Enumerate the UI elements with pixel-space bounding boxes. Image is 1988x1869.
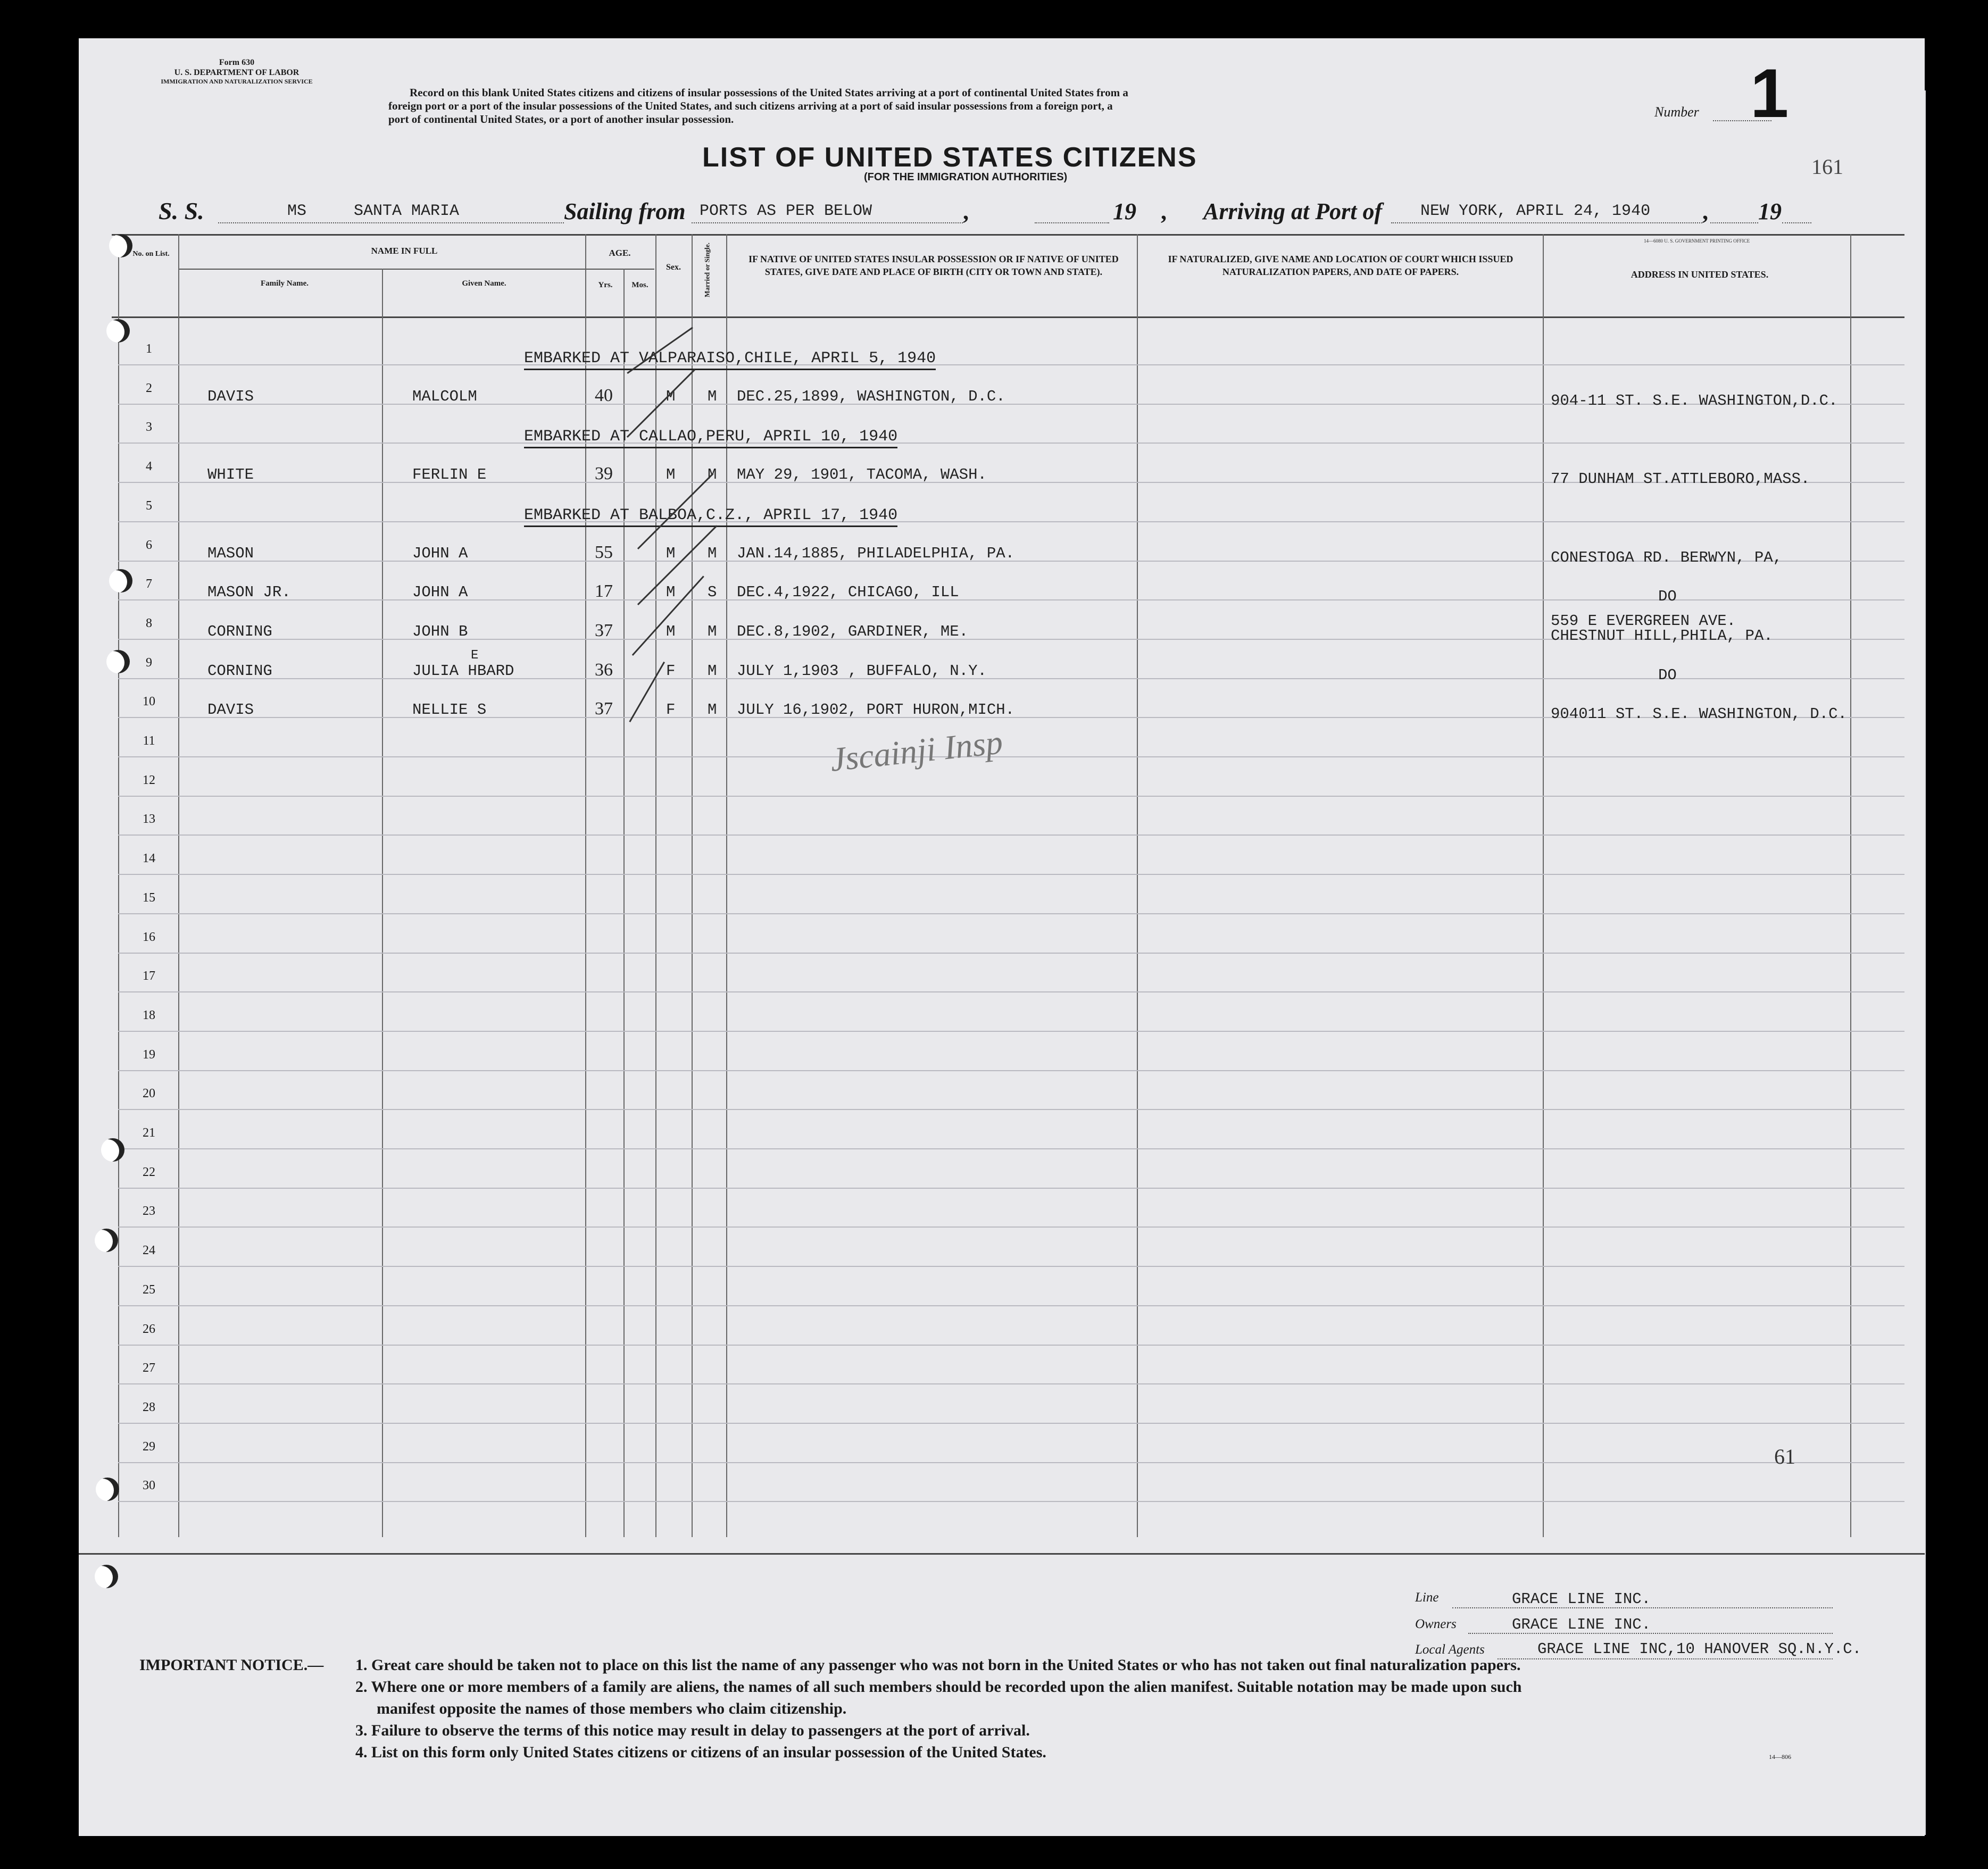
row-number: 19 bbox=[143, 1047, 155, 1062]
arriving-line bbox=[1391, 222, 1702, 223]
given-name-cell: FERLIN E bbox=[412, 466, 487, 484]
row-number: 9 bbox=[146, 655, 152, 670]
family-name-cell: CORNING bbox=[207, 662, 272, 680]
notice-label: IMPORTANT NOTICE.— bbox=[139, 1656, 324, 1674]
header-age: AGE. bbox=[609, 248, 631, 258]
record-line-1: Record on this blank United States citizens and citizens of insular possessions of the United States arriving at a port of continental United States from a bbox=[410, 86, 1128, 99]
address-cell: DO bbox=[1658, 588, 1677, 606]
sex-cell: M bbox=[666, 544, 676, 562]
ship-line bbox=[218, 222, 564, 223]
header-mos: Mos. bbox=[631, 281, 648, 289]
form-header bbox=[149, 57, 325, 86]
row-rule bbox=[118, 1266, 1904, 1267]
row-rule bbox=[118, 521, 1904, 522]
sailing-label: Sailing from bbox=[564, 198, 686, 224]
punch-hole bbox=[95, 1565, 118, 1588]
birth-cell: DEC.25,1899, WASHINGTON, D.C. bbox=[737, 387, 1005, 405]
family-name-cell: WHITE bbox=[207, 466, 254, 484]
sex-cell: M bbox=[666, 583, 676, 602]
given-name-cell: JOHN B bbox=[412, 622, 468, 640]
sex-cell: M bbox=[666, 466, 676, 484]
address-cell: 559 E EVERGREEN AVE. bbox=[1551, 612, 1736, 630]
birth-cell: JULY 1,1903 , BUFFALO, N.Y. bbox=[737, 662, 987, 680]
age-cell: 17 bbox=[595, 581, 613, 602]
line-value: GRACE LINE INC. bbox=[1512, 1590, 1651, 1608]
header-family-name: Family Name. bbox=[261, 279, 309, 288]
ship-name: SANTA MARIA bbox=[354, 202, 460, 220]
row-rule bbox=[118, 1501, 1904, 1502]
bottom-page-number: 61 bbox=[1774, 1445, 1795, 1468]
sailing-line bbox=[692, 222, 963, 223]
punch-hole bbox=[109, 569, 132, 593]
row-number: 28 bbox=[143, 1400, 155, 1414]
row-rule bbox=[118, 364, 1904, 365]
table-top-border bbox=[112, 234, 1904, 236]
given-name-correction: E bbox=[471, 648, 479, 663]
header-sex: Sex. bbox=[666, 263, 681, 272]
number-value: 1 bbox=[1750, 54, 1789, 132]
family-name-cell: CORNING bbox=[207, 622, 272, 640]
year-prefix-2: 19 bbox=[1758, 198, 1782, 224]
punch-hole bbox=[95, 1229, 118, 1252]
row-number: 21 bbox=[143, 1126, 155, 1140]
given-name-cell: NELLIE S bbox=[412, 701, 487, 719]
row-number: 3 bbox=[146, 420, 152, 435]
row-rule bbox=[118, 1188, 1904, 1189]
page-number: 161 bbox=[1811, 155, 1843, 179]
header-birth: IF NATIVE OF UNITED STATES INSULAR POSSESSION OR IF NATIVE OF UNITED STATES, GIVE DATE AND PLACE OF BIRTH (CITY OR TOWN AND STATE). bbox=[748, 254, 1119, 278]
year-prefix: 19 bbox=[1113, 198, 1136, 224]
agents-underline bbox=[1498, 1658, 1833, 1659]
row-number: 23 bbox=[143, 1204, 155, 1219]
address-cell: DO bbox=[1658, 666, 1677, 684]
row-number: 5 bbox=[146, 498, 152, 513]
form-code: 14—806 bbox=[1769, 1753, 1791, 1760]
notice-1: 1. Great care should be taken not to place on this list the name of any passenger who was not born in the United States or who has not taken out final naturalization papers. bbox=[355, 1656, 1521, 1674]
col-birth-border bbox=[1137, 234, 1138, 1537]
row-rule bbox=[118, 1423, 1904, 1424]
married-cell: M bbox=[708, 544, 717, 562]
row-number: 26 bbox=[143, 1322, 155, 1336]
row-number: 29 bbox=[143, 1439, 155, 1454]
age-subheader-rule bbox=[585, 269, 654, 270]
row-number: 11 bbox=[143, 734, 155, 748]
birth-cell: JAN.14,1885, PHILADELPHIA, PA. bbox=[737, 544, 1015, 562]
manifest-sheet bbox=[79, 38, 1925, 1836]
row-number: 22 bbox=[143, 1165, 155, 1179]
row-rule bbox=[118, 756, 1904, 757]
row-rule bbox=[118, 835, 1904, 836]
age-cell: 36 bbox=[595, 660, 613, 680]
row-number: 10 bbox=[143, 695, 155, 709]
printer-note: 14—6080 U. S. GOVERNMENT PRINTING OFFICE bbox=[1644, 238, 1750, 244]
given-name-cell: JOHN A bbox=[412, 544, 468, 562]
family-name-cell: MASON bbox=[207, 544, 254, 562]
sex-cell: F bbox=[666, 701, 676, 719]
row-rule bbox=[118, 1345, 1904, 1346]
sex-cell: M bbox=[666, 387, 676, 405]
row-number: 12 bbox=[143, 773, 155, 787]
row-rule bbox=[118, 796, 1904, 797]
row-number: 13 bbox=[143, 812, 155, 827]
ship-prefix: MS bbox=[287, 202, 307, 220]
agents-value: GRACE LINE INC,10 HANOVER SQ.N.Y.C. bbox=[1537, 1640, 1862, 1658]
birth-cell: MAY 29, 1901, TACOMA, WASH. bbox=[737, 466, 987, 484]
age-cell: 39 bbox=[595, 464, 613, 484]
page-subtitle: (FOR THE IMMIGRATION AUTHORITIES) bbox=[864, 171, 1068, 183]
header-address: ADDRESS IN UNITED STATES. bbox=[1631, 269, 1769, 280]
header-given-name: Given Name. bbox=[462, 279, 506, 288]
address-cell: 77 DUNHAM ST.ATTLEBORO,MASS. bbox=[1551, 470, 1810, 488]
header-bottom-border bbox=[112, 316, 1904, 318]
married-cell: M bbox=[708, 622, 717, 640]
row-number: 6 bbox=[146, 538, 152, 552]
service-name: IMMIGRATION AND NATURALIZATION SERVICE bbox=[161, 78, 313, 86]
row-number: 8 bbox=[146, 616, 152, 630]
row-rule bbox=[118, 913, 1904, 914]
married-cell: M bbox=[708, 701, 717, 719]
col-yrs-border bbox=[623, 269, 625, 1537]
given-name-cell: JOHN A bbox=[412, 583, 468, 602]
row-number: 4 bbox=[146, 460, 152, 474]
embark-note: EMBARKED AT CALLAO,PERU, APRIL 10, 1940 bbox=[524, 428, 897, 448]
age-cell: 37 bbox=[595, 620, 613, 640]
row-rule bbox=[118, 991, 1904, 992]
row-rule bbox=[118, 443, 1904, 444]
row-rule bbox=[118, 1031, 1904, 1032]
given-name-cell: JULIA HBARD bbox=[412, 662, 514, 680]
left-border bbox=[118, 234, 119, 1537]
row-rule bbox=[118, 1070, 1904, 1071]
row-rule bbox=[118, 1109, 1904, 1110]
row-rule bbox=[118, 1305, 1904, 1306]
arriving-port: NEW YORK, APRIL 24, 1940 bbox=[1420, 202, 1651, 220]
punch-hole bbox=[106, 650, 130, 673]
right-border bbox=[1850, 234, 1851, 1537]
row-rule bbox=[118, 1226, 1904, 1228]
header-yrs: Yrs. bbox=[598, 281, 613, 289]
row-number: 24 bbox=[143, 1244, 155, 1258]
row-number: 17 bbox=[143, 969, 155, 983]
punch-hole bbox=[106, 319, 130, 343]
row-rule bbox=[118, 678, 1904, 679]
agents-label: Local Agents bbox=[1415, 1642, 1485, 1657]
header-no: No. on List. bbox=[132, 250, 170, 258]
embark-note: EMBARKED AT VALPARAISO,CHILE, APRIL 5, 1940 bbox=[524, 349, 936, 370]
line-label: Line bbox=[1415, 1590, 1439, 1605]
record-text bbox=[388, 86, 1128, 126]
age-cell: 40 bbox=[595, 385, 613, 405]
age-cell: 55 bbox=[595, 542, 613, 562]
sailing-from: PORTS AS PER BELOW bbox=[700, 202, 872, 220]
row-number: 25 bbox=[143, 1282, 155, 1297]
row-number: 1 bbox=[146, 342, 152, 356]
sex-cell: M bbox=[666, 622, 676, 640]
embark-note: EMBARKED AT BALBOA,C.Z., APRIL 17, 1940 bbox=[524, 506, 897, 527]
owners-value: GRACE LINE INC. bbox=[1512, 1616, 1651, 1633]
notice-4: 4. List on this form only United States citizens or citizens of an insular possession of the United States. bbox=[355, 1743, 1046, 1761]
col-family-border bbox=[382, 269, 383, 1537]
row-rule bbox=[118, 953, 1904, 954]
given-name-cell: MALCOLM bbox=[412, 387, 477, 405]
col-no-border bbox=[178, 234, 179, 1537]
row-number: 7 bbox=[146, 577, 152, 591]
owners-label: Owners bbox=[1415, 1617, 1457, 1631]
address-cell: CONESTOGA RD. BERWYN, PA, bbox=[1551, 548, 1783, 566]
form-number: Form 630 bbox=[219, 58, 255, 67]
header-married: Married or Single. bbox=[703, 243, 711, 297]
number-label: Number bbox=[1654, 104, 1699, 120]
row-number: 27 bbox=[143, 1361, 155, 1375]
header-naturalized: IF NATURALIZED, GIVE NAME AND LOCATION OF COURT WHICH ISSUED NATURALIZATION PAPERS, AND DATE OF PAPERS. bbox=[1168, 254, 1513, 278]
row-rule bbox=[118, 1148, 1904, 1149]
notice-3: 3. Failure to observe the terms of this notice may result in delay to passengers at the port of arrival. bbox=[355, 1722, 1030, 1739]
record-line-2: foreign port or a port of the insular possessions of the United States, and such citizens arriving at a port of said insular possessions from a foreign port, a bbox=[388, 99, 1113, 112]
married-cell: M bbox=[708, 662, 717, 680]
date-line bbox=[1035, 222, 1109, 223]
family-name-cell: DAVIS bbox=[207, 701, 254, 719]
row-number: 14 bbox=[143, 852, 155, 866]
page-title: LIST OF UNITED STATES CITIZENS bbox=[702, 142, 1197, 173]
punch-hole bbox=[101, 1138, 124, 1162]
row-number: 15 bbox=[143, 890, 155, 905]
row-rule bbox=[118, 1383, 1904, 1384]
row-number: 18 bbox=[143, 1008, 155, 1022]
age-cell: 37 bbox=[595, 699, 613, 719]
row-number: 30 bbox=[143, 1479, 155, 1493]
ss-label: S. S. bbox=[159, 197, 204, 224]
punch-hole bbox=[96, 1478, 119, 1501]
col-naturalized-border bbox=[1543, 234, 1544, 1537]
notice-2: 2. Where one or more members of a family are aliens, the names of all such members should be recorded upon the alien manifest. Suitable notation may be made upon such bbox=[355, 1678, 1522, 1696]
row-number: 20 bbox=[143, 1087, 155, 1101]
address-cell: 904011 ST. S.E. WASHINGTON, D.C. bbox=[1551, 705, 1847, 723]
row-number: 16 bbox=[143, 930, 155, 944]
punch-hole bbox=[109, 234, 132, 257]
married-cell: M bbox=[708, 466, 717, 484]
address-cell: 904-11 ST. S.E. WASHINGTON,D.C. bbox=[1551, 391, 1838, 410]
header-name-in-full: NAME IN FULL bbox=[371, 246, 438, 256]
arriving-label: Arriving at Port of bbox=[1203, 198, 1383, 224]
birth-cell: DEC.8,1902, GARDINER, ME. bbox=[737, 622, 969, 640]
year-line-2 bbox=[1710, 222, 1758, 223]
birth-cell: JULY 16,1902, PORT HURON,MICH. bbox=[737, 701, 1015, 719]
name-subheader-rule bbox=[178, 269, 620, 270]
row-number: 2 bbox=[146, 381, 152, 395]
row-rule bbox=[118, 599, 1904, 600]
year-line-3 bbox=[1782, 222, 1811, 223]
sex-cell: F bbox=[666, 662, 676, 680]
row-rule bbox=[118, 874, 1904, 875]
department-name: U. S. DEPARTMENT OF LABOR bbox=[174, 68, 300, 78]
inspector-signature: Jscainji Insp bbox=[828, 723, 1005, 779]
family-name-cell: MASON JR. bbox=[207, 583, 291, 602]
address-cell-line-2: CHESTNUT HILL,PHILA, PA. bbox=[1551, 627, 1773, 645]
notice-2-cont: manifest opposite the names of those members who claim citizenship. bbox=[377, 1700, 847, 1717]
family-name-cell: DAVIS bbox=[207, 387, 254, 405]
married-cell: S bbox=[708, 583, 717, 602]
birth-cell: DEC.4,1922, CHICAGO, ILL bbox=[737, 583, 959, 602]
row-rule bbox=[118, 1462, 1904, 1463]
married-cell: M bbox=[708, 387, 717, 405]
record-line-3: port of continental United States, or a port of another insular possession. bbox=[388, 113, 734, 126]
table-bottom-border bbox=[79, 1553, 1925, 1555]
